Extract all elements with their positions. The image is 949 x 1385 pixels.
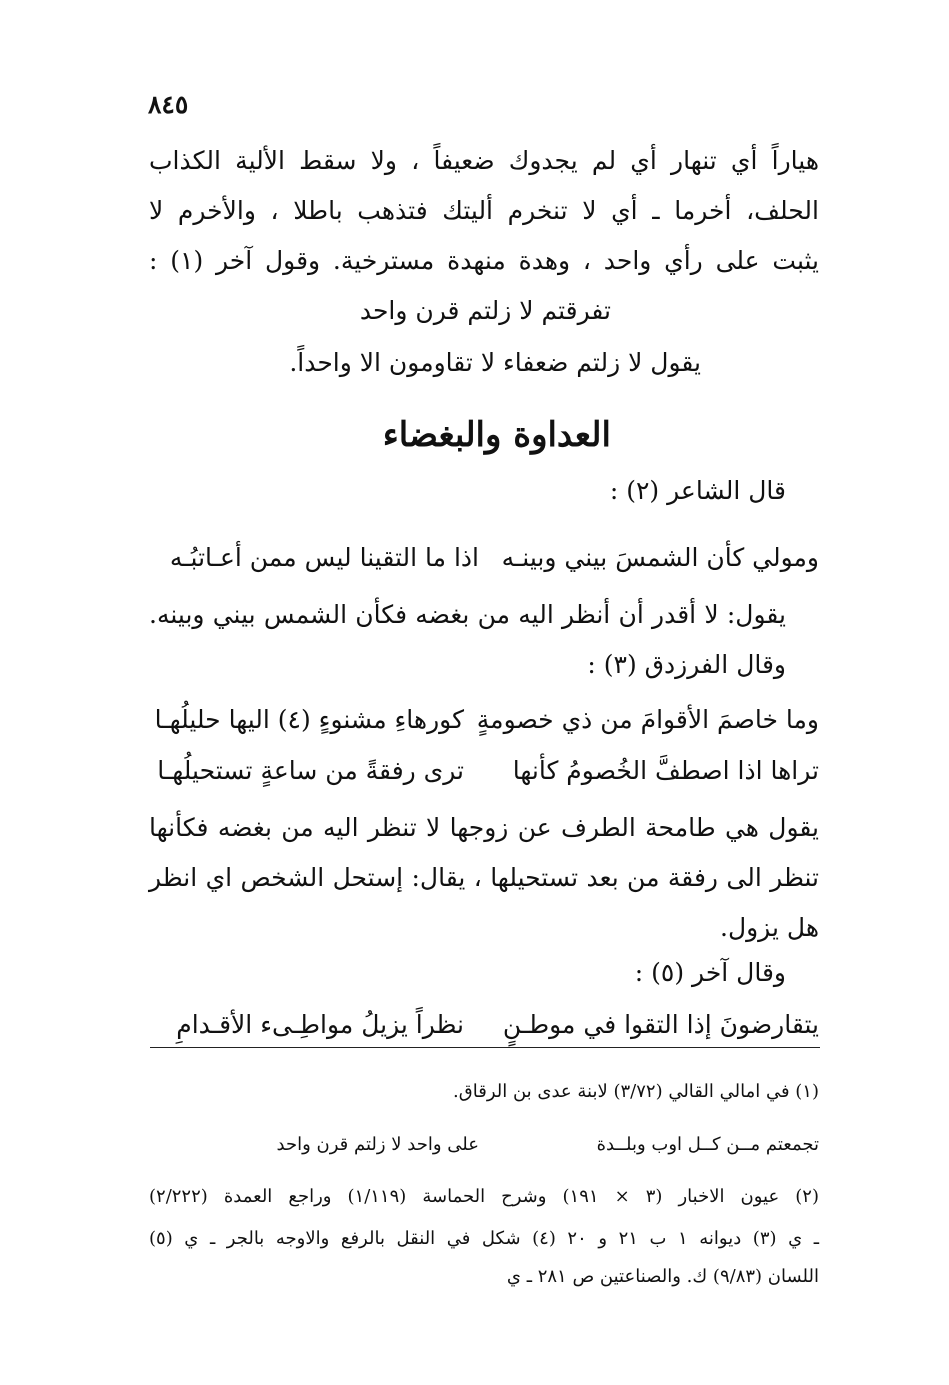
verse-line: تفرقتم لا زلتم قرن واحد — [359, 296, 611, 325]
paragraph-line: يقول: لا أقدر أن أنظر اليه من بغضه فكأن الشمس بيني وبينه. — [149, 600, 786, 629]
verse-hemistich: اذا ما التقينا ليس ممن أعـاتبُـه — [169, 543, 479, 572]
footnote-verse: على واحد لا زلتم قرن واحد — [276, 1134, 479, 1155]
paragraph-line: الحلف، أخرما ـ أي لا تنخرم أليتك فتذهب باطلا ، والأخرم لا — [149, 196, 819, 225]
paragraph-line: يقول لا زلتم ضعفاء لا تقاومون الا واحداً. — [289, 348, 701, 377]
footnote: اللسان (٩/٨٣) ك. والصناعتين ص ٢٨١ ـ ي — [506, 1266, 819, 1287]
verse-hemistich: يتقارضونَ إذا التقوا في موطـنٍ — [502, 1010, 819, 1039]
verse-hemistich: وما خاصمَ الأقوامَ من ذي خصومةٍ — [476, 705, 819, 734]
verse-intro: وقال آخر (٥) : — [634, 958, 786, 987]
footnote: (٢) عيون الاخبار (٣ × ١٩١) وشرح الحماسة (١/١١٩) وراجع العمدة (٢/٢٢٢) — [149, 1186, 819, 1207]
page-number: ٨٤٥ — [148, 90, 189, 119]
verse-intro: وقال الفرزدق (٣) : — [587, 650, 786, 679]
paragraph-line: هياراً أي تنهار أي لم يجدوك ضعيفاً ، ولا سقط الألية الكذاب — [149, 146, 819, 175]
paragraph-line: يثبت على رأي واحد ، وهدة منهدة مسترخية. وقول آخر (١) : — [149, 246, 820, 275]
verse-hemistich: نظراً يزيلُ مواطِـىء الأقـدامِ — [176, 1010, 464, 1039]
section-heading: العداوة والبغضاء — [382, 415, 611, 455]
verse-hemistich: ترى رفقةً من ساعةٍ تستحيلُهـا — [157, 756, 464, 785]
footnote: (١) في امالي القالي (٣/٧٢) لابنة عدى بن الرقاق. — [453, 1081, 819, 1102]
paragraph-line: تنظر الى رفقة من بعد تستحيلها ، يقال: إستحل الشخص اي انظر — [149, 863, 819, 892]
verse-intro: قال الشاعر (٢) : — [609, 476, 786, 505]
verse-hemistich: تراها اذا اصطفَّ الخُصومُ كأنها — [512, 756, 819, 785]
verse-hemistich: كورهاءِ مشنوءٍ (٤) اليها حليلُهـا — [154, 705, 464, 734]
footnote-verse: تجمعتم مــن كــل اوب وبلــدة — [596, 1134, 819, 1155]
verse-hemistich: ومولي كأن الشمسَ بيني وبينـه — [501, 543, 819, 572]
footnote: ـ ي (٣) ديوانه ١ ب ٢١ و ٢٠ (٤) شكل في النقل بالرفع والاوجه بالجر ـ ي (٥) — [149, 1228, 820, 1249]
footnote-separator — [150, 1047, 820, 1048]
paragraph-line: يقول هي طامحة الطرف عن زوجها لا تنظر اليه من بغضه فكأنها — [149, 813, 819, 842]
paragraph-line: هل يزول. — [720, 913, 819, 942]
